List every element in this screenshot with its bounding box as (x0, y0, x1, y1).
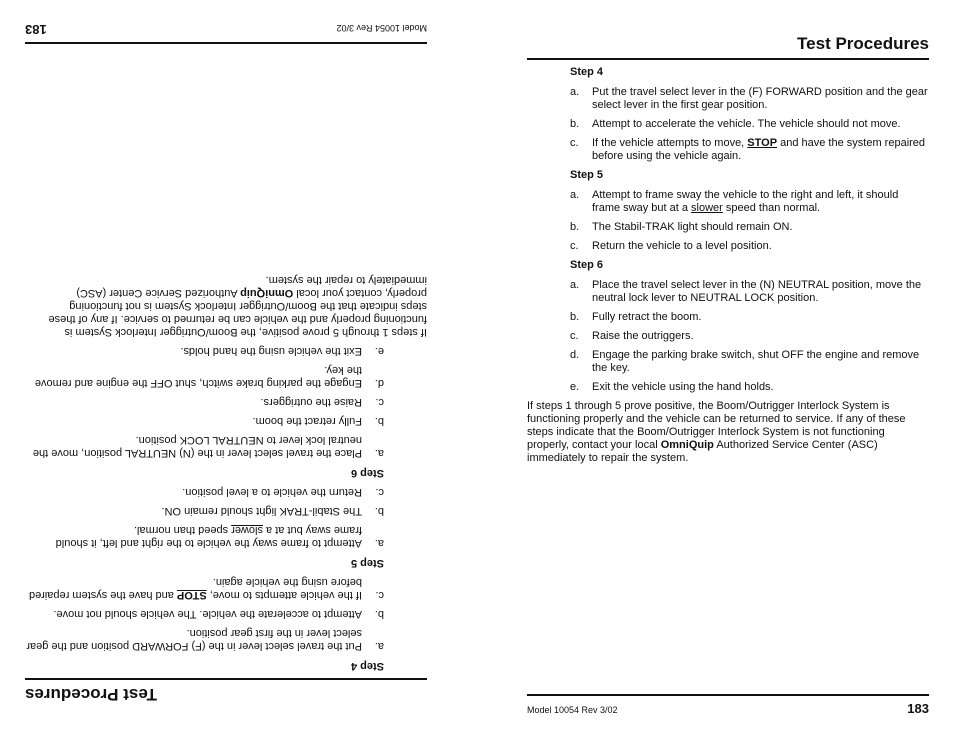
item-text: Place the travel select lever in the (N) NEUTRAL position, move the neutral lock lever to NEUTRAL LOCK position. (592, 279, 922, 304)
steps-container (25, 344, 427, 672)
slower-emphasis: slower (691, 202, 723, 214)
list-item (25, 575, 427, 601)
item-text: Attempt to accelerate the vehicle. The vehicle should not move. (592, 118, 901, 130)
step-heading: Step 5 (350, 557, 384, 569)
list-item (527, 279, 929, 305)
item-text: Return the vehicle to a level position. (182, 486, 362, 498)
list-item (527, 221, 929, 234)
list-item (25, 504, 427, 517)
list-item (25, 344, 427, 357)
step-heading: Step 6 (350, 467, 384, 479)
list-item (25, 363, 427, 389)
list-item (25, 523, 427, 549)
item-letter: a. (374, 640, 384, 652)
item-text: Put the travel select lever in the (F) FORWARD position and the gear select lever in the first gear position. (592, 86, 928, 111)
page-title: Test Procedures (25, 685, 157, 704)
list-item (527, 118, 929, 131)
step-6 (527, 259, 929, 394)
list-item (527, 381, 929, 394)
item-text: Attempt to frame sway the vehicle to the right and left, it should frame sway but at a slower speed than normal. (592, 189, 899, 214)
item-text: Attempt to accelerate the vehicle. The vehicle should not move. (53, 608, 362, 620)
model-revision: Model 10054 Rev 3/02 (336, 23, 427, 33)
list-item (25, 395, 427, 408)
item-text: Exit the vehicle using the hand holds. (592, 381, 774, 393)
list-item (25, 626, 427, 652)
item-letter: b. (570, 311, 580, 323)
stop-emphasis: STOP (176, 589, 207, 601)
item-text: Attempt to frame sway the vehicle to the right and left, it should frame sway but at a slower speed than normal. (55, 524, 362, 549)
item-text: Place the travel select lever in the (N) NEUTRAL position, move the neutral lock lever to NEUTRAL LOCK position. (32, 434, 362, 459)
summary-paragraph: If steps 1 through 5 prove positive, the Boom/Outrigger Interlock System is functioning properly and the vehicle can be returned to service. If any of these steps indicate that the Boom/Outrigger Interlock System is not functioning properly, contact your local OmniQuip Authorized Service Center (ASC) immediately to repair the system. (527, 400, 906, 464)
item-text: Fully retract the boom. (592, 311, 702, 323)
item-letter: e. (374, 345, 384, 357)
list-item (527, 240, 929, 253)
item-letter: b. (570, 118, 580, 130)
item-letter: d. (374, 377, 384, 389)
page-number: 183 (25, 22, 47, 37)
item-letter: e. (570, 381, 580, 393)
page-footer (527, 694, 929, 716)
item-text: Exit the vehicle using the hand holds. (180, 345, 362, 357)
item-letter: b. (570, 221, 580, 233)
stop-emphasis: STOP (747, 137, 778, 149)
item-letter: a. (570, 279, 580, 291)
list-item (527, 349, 929, 375)
item-letter: b. (374, 608, 384, 620)
step-4 (25, 575, 427, 672)
item-letter: d. (570, 349, 580, 361)
step-heading: Step 4 (570, 66, 604, 78)
page-body (527, 34, 929, 714)
list-item (25, 414, 427, 427)
step-heading: Step 5 (570, 169, 604, 181)
header-rule (527, 58, 929, 60)
item-text: Raise the outriggers. (260, 396, 362, 408)
footer-rule (25, 42, 427, 44)
item-letter: c. (375, 486, 384, 498)
item-letter: c. (375, 589, 384, 601)
item-text: Engage the parking brake switch, shut OFF the engine and remove the key. (34, 364, 362, 389)
item-letter: c. (570, 330, 579, 342)
summary-paragraph: If steps 1 through 5 prove positive, the Boom/Outrigger Interlock System is functioning properly and the vehicle can be returned to service. If any of these steps indicate that the Boom/Outrigger Interlock System is not functioning properly, contact your local OmniQuip Authorized Service Center (ASC) immediately to repair the system. (48, 274, 427, 338)
list-item (527, 86, 929, 112)
item-letter: b. (374, 415, 384, 427)
list-item (25, 485, 427, 498)
step-heading: Step 6 (570, 259, 604, 271)
item-letter: c. (570, 137, 579, 149)
page-footer (25, 22, 427, 44)
step-4 (527, 66, 929, 163)
item-text: If the vehicle attempts to move, STOP and have the system repaired before using the vehicle again. (592, 137, 926, 162)
list-item (527, 311, 929, 324)
item-text: Raise the outriggers. (592, 330, 694, 342)
list-item (25, 607, 427, 620)
item-text: The Stabil-TRAK light should remain ON. (592, 221, 793, 233)
page-number: 183 (907, 701, 929, 716)
item-letter: a. (374, 447, 384, 459)
item-letter: a. (374, 537, 384, 549)
page-title: Test Procedures (797, 34, 929, 53)
list-item (527, 330, 929, 343)
step-5 (527, 169, 929, 253)
slower-emphasis: slower (231, 524, 263, 536)
list-item (527, 189, 929, 215)
page-body (25, 24, 427, 704)
brand-name: OmniQuip (240, 287, 294, 299)
steps-container (527, 66, 929, 394)
item-text: Engage the parking brake switch, shut OFF the engine and remove the key. (592, 349, 920, 374)
item-text: Return the vehicle to a level position. (592, 240, 772, 252)
footer-rule (527, 694, 929, 696)
list-item (527, 137, 929, 163)
item-text: If the vehicle attempts to move, STOP and have the system repaired before using the vehicle again. (28, 576, 362, 601)
model-revision: Model 10054 Rev 3/02 (527, 705, 618, 715)
step-6 (25, 344, 427, 479)
item-letter: a. (570, 189, 580, 201)
item-letter: c. (570, 240, 579, 252)
step-5 (25, 485, 427, 569)
brand-name: OmniQuip (660, 439, 714, 451)
item-letter: a. (570, 86, 580, 98)
page-right (477, 0, 954, 738)
header-rule (25, 678, 427, 680)
list-item (25, 433, 427, 459)
item-letter: c. (375, 396, 384, 408)
item-text: Put the travel select lever in the (F) FORWARD position and the gear select lever in the first gear position. (26, 627, 362, 652)
item-text: The Stabil-TRAK light should remain ON. (161, 505, 362, 517)
step-heading: Step 4 (350, 660, 384, 672)
item-letter: b. (374, 505, 384, 517)
item-text: Fully retract the boom. (252, 415, 362, 427)
